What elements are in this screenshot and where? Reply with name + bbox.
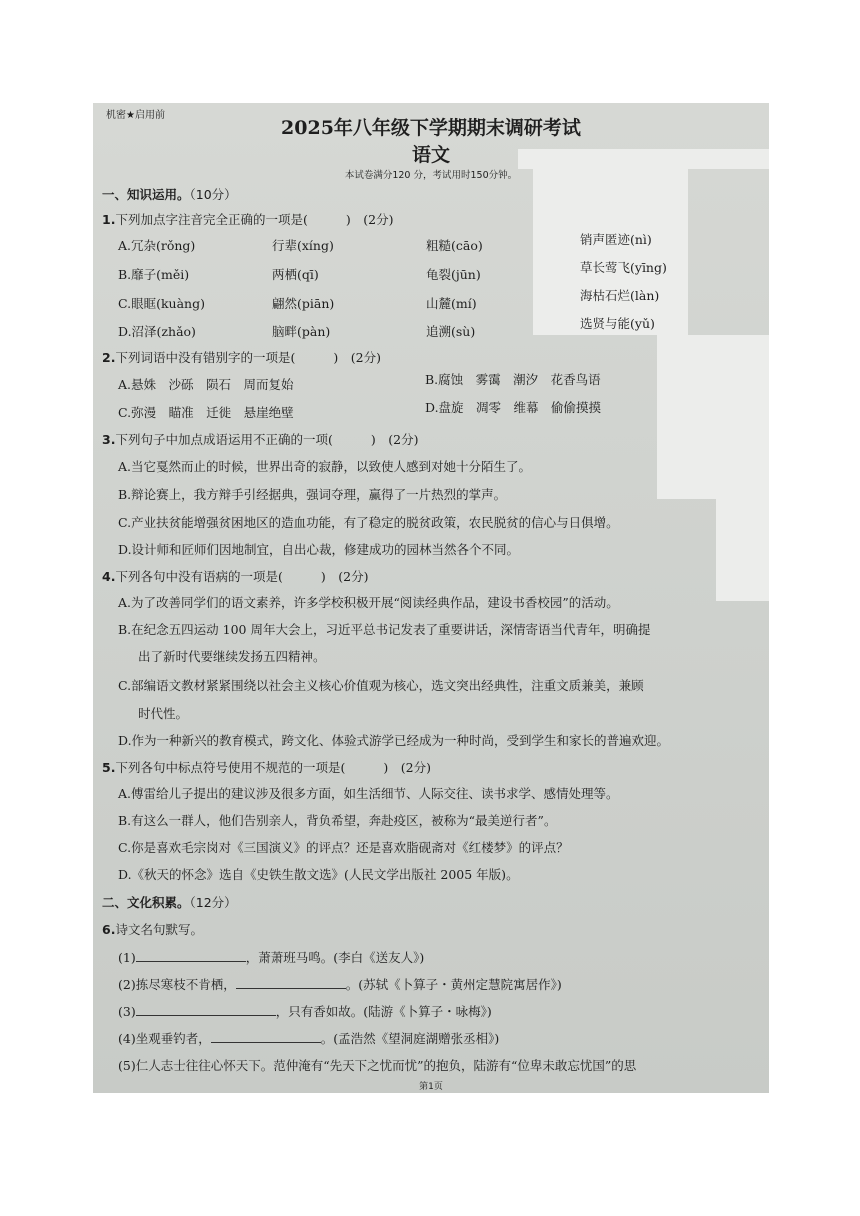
question-1-points: (2分) bbox=[363, 212, 394, 227]
q1-option: 龟裂(jūn) bbox=[426, 267, 481, 282]
q1-option: 销声匿迹(nì) bbox=[580, 232, 652, 247]
q2-option: B.腐蚀 雾霭 潮汐 花香鸟语 bbox=[425, 372, 601, 387]
q6-item bbox=[118, 948, 424, 966]
q3-option: B.辩论赛上，我方辩手引经据典，强词夺理，赢得了一片热烈的掌声。 bbox=[118, 487, 507, 502]
answer-blank[interactable] bbox=[136, 949, 246, 962]
q6-item-suffix: 。(孟浩然《望洞庭湖赠张丞相》) bbox=[320, 1031, 500, 1046]
q4-option: C.部编语文教材紧紧围绕以社会主义核心价值观为核心，选文突出经典性，注重文质兼美，兼顾 bbox=[118, 678, 644, 693]
q2-option: D.盘旋 凋零 维幕 偷偷摸摸 bbox=[425, 400, 602, 415]
section-1-title: 一、知识运用。 bbox=[102, 187, 190, 202]
q3-option: A.当它戛然而止的时候，世界出奇的寂静，以致使人感到对她十分陌生了。 bbox=[118, 459, 532, 474]
exam-page bbox=[93, 103, 769, 1093]
scan-patch bbox=[533, 169, 688, 335]
question-2-points: (2分) bbox=[350, 350, 381, 365]
q1-option: 粗糙(cāo) bbox=[426, 238, 483, 253]
answer-blank[interactable] bbox=[211, 1030, 321, 1043]
q1-option: 两栖(qī) bbox=[272, 267, 319, 282]
q5-option: B.有这么一群人，他们告别亲人，背负希望，奔赴疫区，被称为“最美逆行者”。 bbox=[118, 813, 557, 828]
q1-option: 行辈(xíng) bbox=[272, 238, 334, 253]
section-2-title: 二、文化积累。 bbox=[102, 895, 190, 910]
q1-option: C.眼眶(kuàng) bbox=[118, 296, 205, 311]
q1-option: D.沼泽(zhǎo) bbox=[118, 324, 196, 339]
q1-option: 山麓(mí) bbox=[426, 296, 477, 311]
q3-option: C.产业扶贫能增强贫困地区的造血功能，有了稳定的脱贫政策，农民脱贫的信心与日俱增。 bbox=[118, 515, 619, 530]
scan-patch bbox=[716, 499, 769, 601]
q4-option-continued: 出了新时代要继续发扬五四精神。 bbox=[138, 649, 326, 664]
question-4-stem: 下列各句中没有语病的一项是( bbox=[115, 569, 283, 584]
q4-option-continued: 时代性。 bbox=[138, 706, 189, 721]
answer-blank[interactable] bbox=[136, 1003, 276, 1016]
section-2-points: （12分） bbox=[189, 895, 237, 910]
question-1-stem: 下列加点字注音完全正确的一项是( bbox=[115, 212, 308, 227]
q2-option: C.弥漫 瞄准 迁徙 悬崖绝壁 bbox=[118, 405, 294, 420]
q1-option: 脑畔(pàn) bbox=[272, 324, 331, 339]
q6-item-suffix: ，只有香如故。(陆游《卜算子・咏梅》) bbox=[275, 1004, 492, 1019]
question-5-number: 5. bbox=[102, 760, 116, 775]
question-5-stem: 下列各句中标点符号使用不规范的一项是( bbox=[115, 760, 346, 775]
question-6-stem: 诗文名句默写。 bbox=[115, 922, 203, 937]
q6-item-suffix: ，萧萧班马鸣。(李白《送友人》) bbox=[245, 950, 425, 965]
question-5-points: (2分) bbox=[400, 760, 431, 775]
question-4-number: 4. bbox=[102, 569, 116, 584]
exam-title: 2025年八年级下学期期末调研考试 bbox=[281, 117, 581, 139]
q5-option: C.你是喜欢毛宗岗对《三国演义》的评点？还是喜欢脂砚斋对《红楼梦》的评点？ bbox=[118, 840, 569, 855]
question-3 bbox=[102, 430, 418, 448]
q6-item: (5)仁人志士往往心怀天下。范仲淹有“先天下之忧而忧”的抱负，陆游有“位卑未敢忘忧国”的思 bbox=[118, 1058, 637, 1073]
q4-option: A.为了改善同学们的语文素养，许多学校积极开展“阅读经典作品，建设书香校园”的活动。 bbox=[118, 595, 619, 610]
page-number: 第1页 bbox=[419, 1082, 443, 1092]
q1-option: 追溯(sù) bbox=[426, 324, 476, 339]
question-4-points: (2分) bbox=[338, 569, 369, 584]
confidential-label: 机密★启用前 bbox=[106, 110, 165, 121]
question-3-number: 3. bbox=[102, 432, 116, 447]
q2-option: A.悬姝 沙砾 陨石 周而复始 bbox=[118, 377, 294, 392]
q4-option: D.作为一种新兴的教育模式，跨文化、体验式游学已经成为一种时尚，受到学生和家长的普遍欢迎。 bbox=[118, 733, 670, 748]
question-1-number: 1. bbox=[102, 212, 116, 227]
question-5-close: ) bbox=[383, 760, 389, 775]
question-2 bbox=[102, 348, 381, 366]
q5-option: A.傅雷给儿子提出的建议涉及很多方面，如生活细节、人际交往、读书求学、感情处理等。 bbox=[118, 786, 619, 801]
q1-option: B.靡子(měi) bbox=[118, 267, 190, 282]
q6-item bbox=[118, 1029, 499, 1047]
q6-item bbox=[118, 975, 562, 993]
q6-item-prefix: (1) bbox=[118, 950, 136, 965]
q6-item-prefix: (4)坐观垂钓者， bbox=[118, 1031, 211, 1046]
q3-option: D.设计师和匠师们因地制宜，自出心裁，修建成功的园林当然各个不同。 bbox=[118, 542, 520, 557]
scan-patch bbox=[657, 335, 769, 499]
question-4 bbox=[102, 567, 368, 585]
question-6 bbox=[102, 920, 203, 938]
q1-option: 草长莺飞(yīng) bbox=[580, 260, 667, 275]
q6-item bbox=[118, 1002, 492, 1020]
question-2-stem: 下列词语中没有错别字的一项是( bbox=[115, 350, 296, 365]
q6-item-suffix: 。(苏轼《卜算子・黄州定慧院寓居作》) bbox=[345, 977, 562, 992]
question-6-number: 6. bbox=[102, 922, 116, 937]
question-3-points: (2分) bbox=[388, 432, 419, 447]
section-2-heading bbox=[102, 893, 237, 911]
question-2-number: 2. bbox=[102, 350, 116, 365]
q6-item-prefix: (3) bbox=[118, 1004, 136, 1019]
q1-option: 海枯石烂(làn) bbox=[580, 288, 660, 303]
question-1-close: ) bbox=[345, 212, 351, 227]
q6-item-prefix: (2)拣尽寒枝不肯栖， bbox=[118, 977, 236, 992]
q5-option: D.《秋天的怀念》选自《史铁生散文选》(人民文学出版社 2005 年版)。 bbox=[118, 867, 519, 882]
exam-note: 本试卷满分120 分，考试用时150分钟。 bbox=[344, 170, 518, 181]
question-3-stem: 下列句子中加点成语运用不正确的一项( bbox=[115, 432, 333, 447]
question-2-close: ) bbox=[333, 350, 339, 365]
q1-option: 选贤与能(yǔ) bbox=[580, 316, 655, 331]
answer-blank[interactable] bbox=[236, 976, 346, 989]
q1-option: 翩然(piān) bbox=[272, 296, 335, 311]
section-1-points: （10分） bbox=[189, 187, 237, 202]
question-5 bbox=[102, 758, 431, 776]
question-1 bbox=[102, 210, 393, 228]
question-4-close: ) bbox=[320, 569, 326, 584]
q4-option: B.在纪念五四运动 100 周年大会上，习近平总书记发表了重要讲话，深情寄语当代青年，明确提 bbox=[118, 622, 651, 637]
question-3-close: ) bbox=[370, 432, 376, 447]
section-1-heading bbox=[102, 185, 237, 203]
exam-subject: 语文 bbox=[411, 144, 450, 166]
q1-option: A.冗杂(rǒng) bbox=[118, 238, 196, 253]
